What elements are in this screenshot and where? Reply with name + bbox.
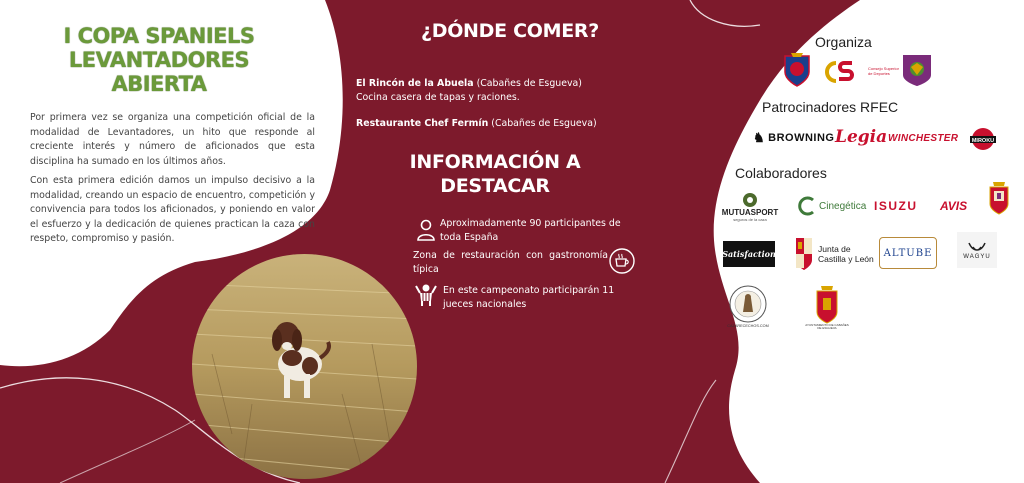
federation-crest-logo <box>901 53 933 87</box>
miroku-logo <box>968 126 998 152</box>
browning-text: BROWNING <box>768 132 835 144</box>
ayuntamiento-logo <box>805 281 849 333</box>
miroku-text: MIROKU <box>971 138 995 144</box>
isuzu-logo: ISUZU <box>874 199 918 213</box>
ayuntamiento-text: AYUNTAMIENTO DE CABAÑES DE ESGUEVA <box>805 322 849 330</box>
event-title <box>24 24 294 96</box>
junta-cyl-line-1: Junta de <box>818 244 851 254</box>
mutuasport-logo <box>722 189 778 225</box>
cinegetica-logo <box>796 194 866 218</box>
event-title-line-2: LEVANTADORES <box>68 48 250 72</box>
altube-logo <box>879 237 937 269</box>
patrocinadores-title: Patrocinadores RFEC <box>762 99 899 115</box>
referee-icon <box>414 283 438 307</box>
junta-cyl-logo <box>794 234 874 274</box>
mutuasport-text: MUTUASPORT <box>721 208 779 217</box>
diputacion-crest-logo <box>988 180 1010 218</box>
mission-paragraph: Con esta primera edición damos un impulso decisivo a la modalidad, creando un espacio de encuentro, competición y convivencia para todos los aficionados, y poniendo en valor el esfuerzo y la dedicación de quienes practican la caza con respeto, compromiso y pasión. <box>30 175 315 244</box>
junta-cyl-line-2: Castilla y León <box>818 254 874 264</box>
csd-logo <box>822 60 866 84</box>
restaurant-1-desc: Cocina casera de tapas y raciones. <box>356 92 520 103</box>
csd-text: Consejo Superior de Deportes <box>868 66 899 76</box>
info-item-participants: Aproximadamente 90 participantes de toda España <box>440 218 621 243</box>
info-heading-line-1: INFORMACIÓN A <box>409 151 581 173</box>
restaurant-2-name: Restaurante Chef Fermín <box>356 118 489 129</box>
event-title-line-3: ABIERTA <box>111 72 207 96</box>
satisfaction-text: Satisfaction <box>722 249 776 259</box>
restaurant-1 <box>356 77 582 105</box>
satisfaction-logo <box>723 241 775 267</box>
intro-paragraph: Por primera vez se organiza una competición oficial de la modalidad de Levantadores, un hito que responde al creciente interés y número de aficionados que esta disciplina ha sumado en los últimos años. <box>30 112 315 167</box>
info-heading-line-2: DESTACAR <box>440 175 550 197</box>
person-icon <box>416 219 436 241</box>
spaniel-photo <box>192 254 417 479</box>
restaurant-1-location: (Cabañes de Esgueva) <box>476 78 582 89</box>
restaurant-2-location: (Cabañes de Esgueva) <box>491 118 597 129</box>
event-title-line-1: I COPA SPANIELS <box>63 24 255 48</box>
cazarecechos-text: CAZARECECHOS.COM <box>727 324 769 328</box>
dining-heading: ¿DÓNDE COMER? <box>421 20 599 42</box>
cinegetica-text: Cinegética <box>819 200 867 212</box>
winchester-logo: WINCHESTER <box>888 132 959 144</box>
altube-text: ALTUBE <box>883 247 933 259</box>
mutuasport-subtext: seguros de la caza <box>733 217 767 222</box>
info-item-food-zone: Zona de restauración con gastronomía típica <box>413 250 608 275</box>
colaboradores-title: Colaboradores <box>735 165 827 181</box>
organiza-title: Organiza <box>815 34 872 50</box>
restaurant-2 <box>356 117 597 131</box>
rfec-shield-logo <box>782 50 812 88</box>
info-heading <box>385 150 605 198</box>
wagyu-text: WAGYU <box>963 254 991 260</box>
coffee-cup-icon <box>609 248 635 274</box>
browning-logo: ♞ BROWNING <box>753 130 835 145</box>
avis-logo: AVIS <box>940 199 968 213</box>
cazarecechos-logo <box>725 281 771 331</box>
restaurant-1-name: El Rincón de la Abuela <box>356 78 474 89</box>
info-item-judges: En este campeonato participarán 11 jueces nacionales <box>443 285 615 310</box>
legia-logo: Legia <box>835 127 888 147</box>
wagyu-logo <box>957 232 997 268</box>
